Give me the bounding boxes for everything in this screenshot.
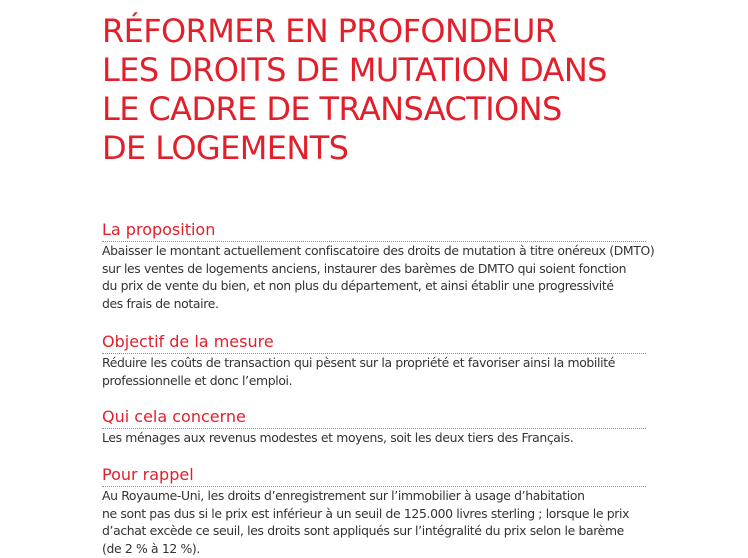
title-line: RÉFORMER EN PROFONDEUR [102,12,557,50]
body-line: ne sont pas dus si le prix est inférieur à un seuil de 125.000 livres sterling ; lorsque le prix [102,505,630,521]
title-line: LE CADRE DE TRANSACTIONS [102,90,562,128]
title-line: LES DROITS DE MUTATION DANS [102,51,607,89]
page-title [102,12,702,168]
section-heading: Objectif de la mesure [102,332,646,354]
body-line: sur les ventes de logements anciens, instaurer des barèmes de DMTO qui soient fonction [102,260,627,276]
section-proposition [102,220,655,312]
body-line: Abaisser le montant actuellement confiscatoire des droits de mutation à titre onéreux (DMTO) [102,243,655,258]
body-line: professionnelle et donc l’emploi. [102,372,293,388]
section-heading: La proposition [102,220,646,242]
section-heading: Pour rappel [102,465,646,487]
section-body [102,487,646,557]
body-line: Réduire les coûts de transaction qui pèsent sur la propriété et favoriser ainsi la mobilité [102,355,615,370]
body-line: Au Royaume-Uni, les droits d’enregistrement sur l’immobilier à usage d’habitation [102,488,585,503]
section-body [102,354,646,389]
section-rappel [102,465,646,557]
body-line: des frais de notaire. [102,295,219,311]
section-heading: Qui cela concerne [102,407,646,429]
section-objectif [102,332,646,389]
body-line: Les ménages aux revenus modestes et moyens, soit les deux tiers des Français. [102,430,574,445]
section-body [102,429,646,447]
section-concerne [102,407,646,447]
body-line: (de 2 % à 12 %). [102,540,200,556]
body-line: du prix de vente du bien, et non plus du département, et ainsi établir une progressivité [102,278,614,294]
title-line: DE LOGEMENTS [102,129,349,167]
body-line: d’achat excède ce seuil, les droits sont appliqués sur l’intégralité du prix selon le barème [102,523,624,539]
section-body [102,242,655,312]
